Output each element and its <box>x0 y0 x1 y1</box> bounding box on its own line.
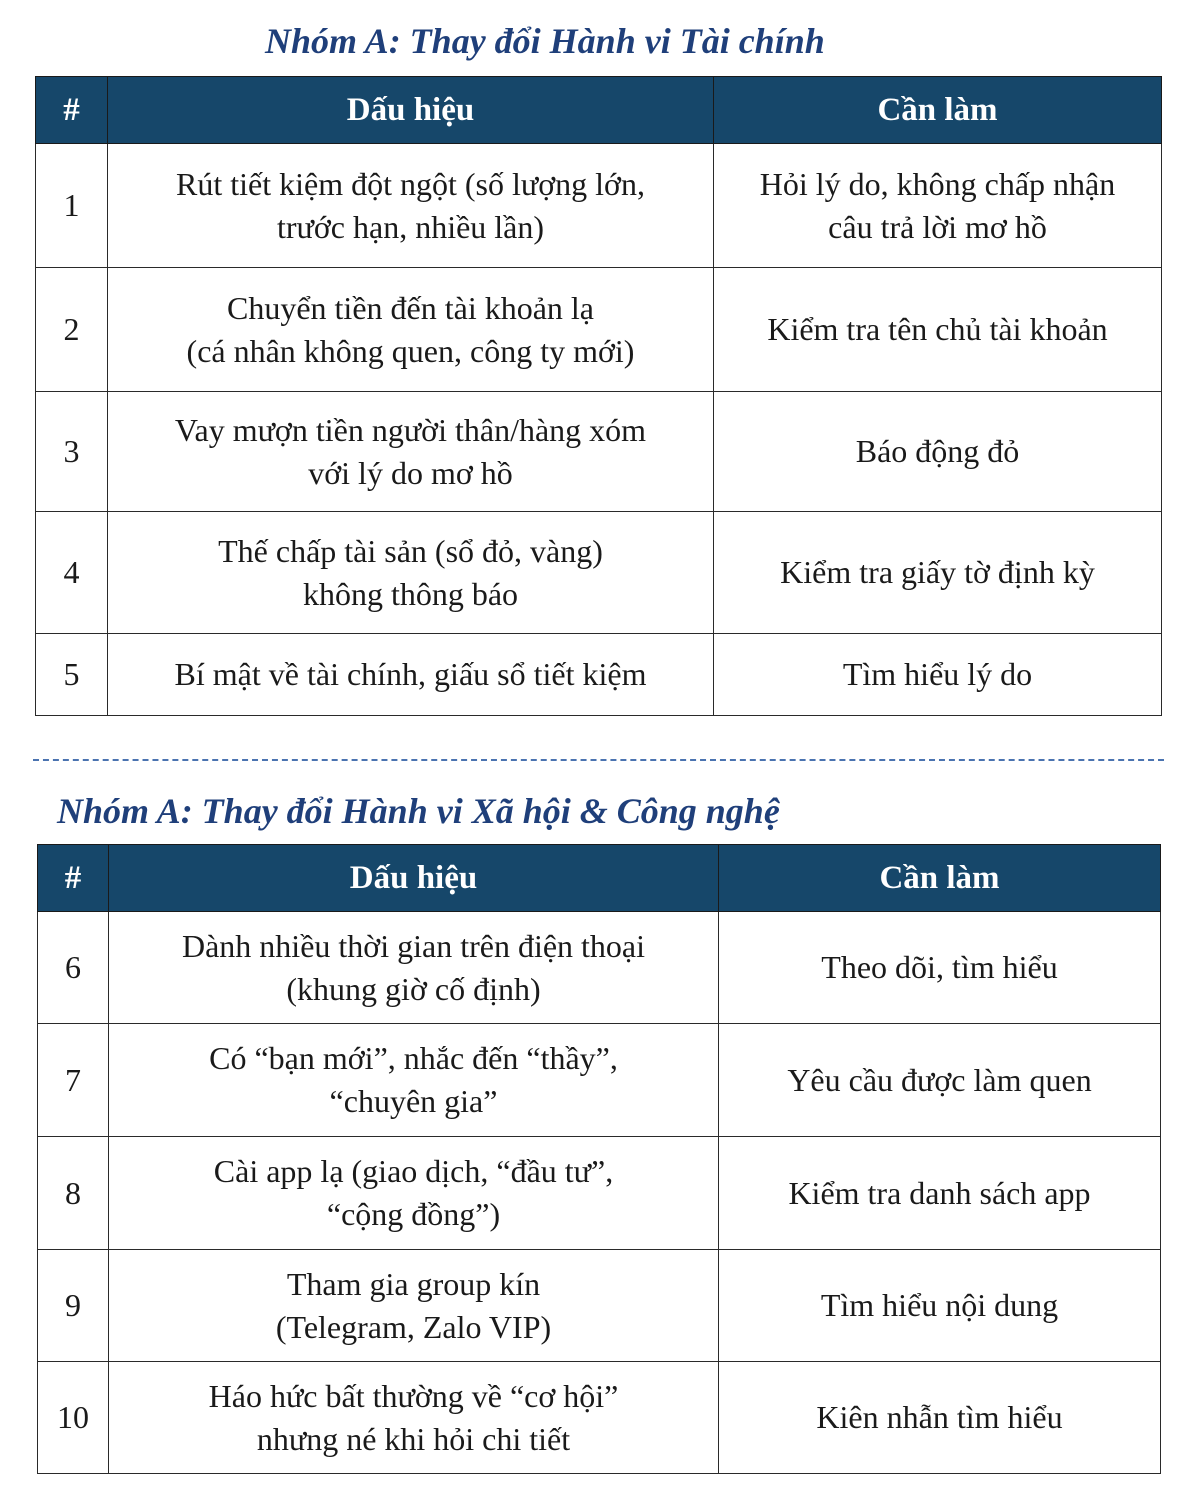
header-action: Cần làm <box>719 845 1161 912</box>
row-number: 6 <box>38 912 109 1024</box>
row-sign: Có “bạn mới”, nhắc đến “thầy”, “chuyên gia” <box>109 1024 719 1137</box>
row-action: Kiểm tra tên chủ tài khoản <box>714 268 1162 392</box>
table-row <box>36 144 1162 268</box>
table-row <box>38 1024 1161 1137</box>
row-sign: Cài app lạ (giao dịch, “đầu tư”, “cộng đồng”) <box>109 1137 719 1250</box>
row-number: 1 <box>36 144 108 268</box>
row-action: Yêu cầu được làm quen <box>719 1024 1161 1137</box>
social-tech-signs-table <box>37 844 1161 1474</box>
header-sign: Dấu hiệu <box>109 845 719 912</box>
table-row <box>38 1137 1161 1250</box>
row-action: Kiểm tra danh sách app <box>719 1137 1161 1250</box>
header-number: # <box>38 845 109 912</box>
section-title-social-tech: Nhóm A: Thay đổi Hành vi Xã hội & Công nghệ <box>57 791 780 831</box>
financial-signs-table <box>35 76 1162 716</box>
row-sign: Dành nhiều thời gian trên điện thoại (khung giờ cố định) <box>109 912 719 1024</box>
row-number: 8 <box>38 1137 109 1250</box>
row-action: Kiểm tra giấy tờ định kỳ <box>714 512 1162 634</box>
row-number: 5 <box>36 634 108 716</box>
section-divider <box>33 759 1164 761</box>
table-row <box>38 1362 1161 1474</box>
row-number: 7 <box>38 1024 109 1137</box>
row-number: 9 <box>38 1250 109 1362</box>
row-sign: Thế chấp tài sản (sổ đỏ, vàng) không thông báo <box>108 512 714 634</box>
table-header-row <box>38 845 1161 912</box>
header-action: Cần làm <box>714 77 1162 144</box>
header-sign: Dấu hiệu <box>108 77 714 144</box>
row-sign: Chuyển tiền đến tài khoản lạ (cá nhân không quen, công ty mới) <box>108 268 714 392</box>
row-number: 2 <box>36 268 108 392</box>
table-header-row <box>36 77 1162 144</box>
row-action: Báo động đỏ <box>714 392 1162 512</box>
row-action: Kiên nhẫn tìm hiểu <box>719 1362 1161 1474</box>
row-number: 10 <box>38 1362 109 1474</box>
table-row <box>38 1250 1161 1362</box>
table-row <box>36 392 1162 512</box>
row-action: Tìm hiểu lý do <box>714 634 1162 716</box>
row-number: 4 <box>36 512 108 634</box>
row-number: 3 <box>36 392 108 512</box>
table-row <box>36 268 1162 392</box>
row-sign: Bí mật về tài chính, giấu sổ tiết kiệm <box>108 634 714 716</box>
row-action: Theo dõi, tìm hiểu <box>719 912 1161 1024</box>
row-sign: Rút tiết kiệm đột ngột (số lượng lớn, trước hạn, nhiều lần) <box>108 144 714 268</box>
table-row <box>36 634 1162 716</box>
row-sign: Vay mượn tiền người thân/hàng xóm với lý do mơ hồ <box>108 392 714 512</box>
table-row <box>36 512 1162 634</box>
row-sign: Háo hức bất thường về “cơ hội” nhưng né khi hỏi chi tiết <box>109 1362 719 1474</box>
row-action: Tìm hiểu nội dung <box>719 1250 1161 1362</box>
row-sign: Tham gia group kín (Telegram, Zalo VIP) <box>109 1250 719 1362</box>
section-title-financial: Nhóm A: Thay đổi Hành vi Tài chính <box>265 21 825 61</box>
row-action: Hỏi lý do, không chấp nhận câu trả lời mơ hồ <box>714 144 1162 268</box>
header-number: # <box>36 77 108 144</box>
table-row <box>38 912 1161 1024</box>
